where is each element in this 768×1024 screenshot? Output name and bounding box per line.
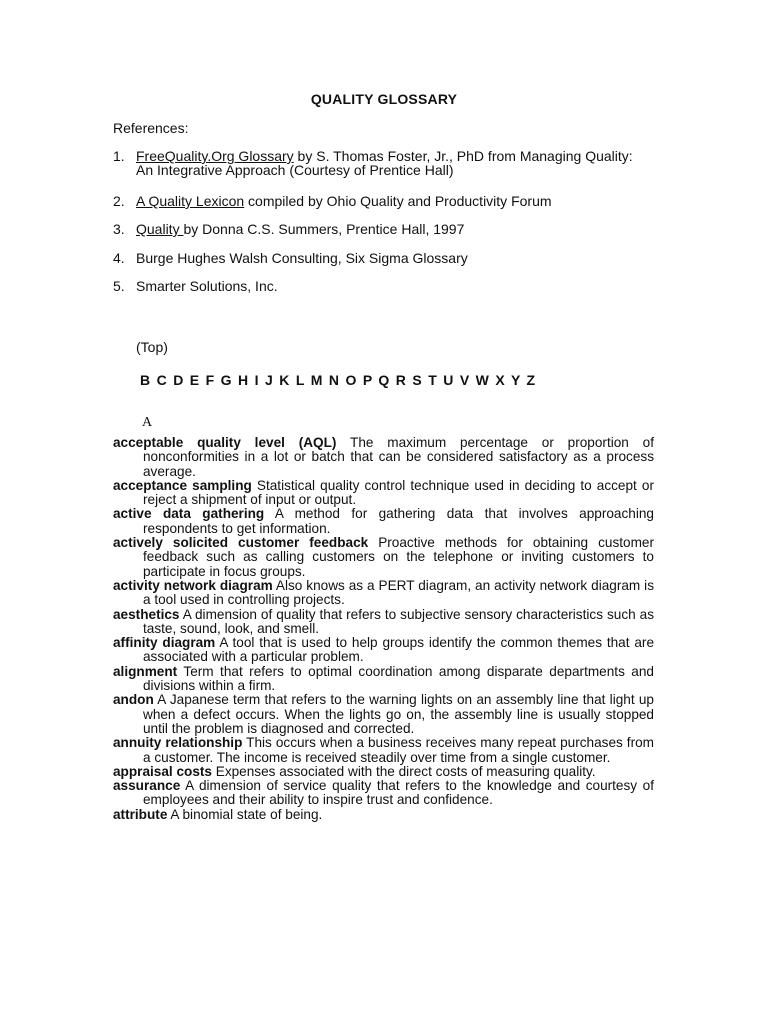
reference-text: Smarter Solutions, Inc.	[136, 278, 278, 294]
section-letter-heading: A	[142, 415, 153, 430]
glossary-entry	[113, 808, 654, 822]
glossary-definition: A dimension of quality that refers to subjective sensory characteristics such as taste, sound, look, and smell.	[143, 606, 654, 636]
glossary-term: acceptable quality level (AQL)	[113, 435, 337, 450]
glossary-list	[113, 436, 654, 822]
glossary-entry	[113, 779, 654, 808]
glossary-term: attribute	[113, 806, 168, 822]
glossary-entry	[113, 608, 654, 637]
glossary-term: acceptance sampling	[113, 477, 252, 493]
alphabet-navigation[interactable]: B C D E F G H I J K L M N O P Q R S T U V W X Y Z	[140, 372, 536, 388]
reference-number: 3.	[113, 221, 125, 237]
glossary-entry	[113, 479, 654, 508]
glossary-definition: Also knows as a PERT diagram, an activity network diagram is a tool used in controlling projects.	[143, 577, 654, 608]
reference-number: 2.	[113, 193, 125, 209]
glossary-definition: This occurs when a business receives many repeat purchases from a customer. The income is received steadily over time from a single customer.	[143, 735, 654, 765]
reference-number: 5.	[113, 278, 125, 294]
reference-link[interactable]: A Quality Lexicon	[136, 193, 245, 209]
glossary-term: aesthetics	[113, 606, 180, 622]
glossary-definition: A binomial state of being.	[167, 806, 323, 822]
reference-item-5	[113, 279, 633, 293]
reference-link[interactable]: FreeQuality.Org Glossary	[136, 148, 294, 164]
glossary-definition: A method for gathering data that involves approaching respondents to get information.	[143, 506, 654, 536]
glossary-entry	[113, 536, 654, 579]
glossary-term: andon	[113, 692, 154, 708]
reference-number: 1.	[113, 148, 125, 164]
glossary-entry	[113, 765, 654, 779]
references-label: References:	[113, 120, 189, 136]
glossary-entry	[113, 507, 654, 536]
reference-item-1	[113, 149, 633, 177]
glossary-term: affinity diagram	[113, 635, 216, 651]
glossary-term: annuity relationship	[113, 735, 243, 751]
glossary-term: alignment	[113, 663, 178, 679]
reference-item-2	[113, 194, 633, 208]
reference-link[interactable]: Quality	[136, 221, 184, 237]
glossary-entry	[113, 736, 654, 765]
glossary-term: appraisal costs	[113, 763, 212, 779]
glossary-definition: Expenses associated with the direct costs of measuring quality.	[211, 763, 596, 779]
glossary-entry	[113, 436, 654, 479]
reference-text: Burge Hughes Walsh Consulting, Six Sigma Glossary	[136, 250, 468, 266]
glossary-definition: Term that refers to optimal coordination among disparate departments and divisions within a firm.	[143, 663, 654, 694]
glossary-term: actively solicited customer feedback	[113, 535, 369, 551]
glossary-term: activity network diagram	[113, 577, 273, 593]
reference-item-4	[113, 251, 633, 265]
glossary-definition: Proactive methods for obtaining customer feedback such as calling customers on the telephone or inviting customers to participate in focus groups.	[143, 535, 654, 579]
glossary-entry	[113, 579, 654, 608]
reference-item-3	[113, 222, 633, 236]
glossary-entry	[113, 636, 654, 665]
page-title: QUALITY GLOSSARY	[310, 91, 458, 107]
reference-text: by S. Thomas Foster, Jr., PhD from Managing Quality: An Integrative Approach (Courtesy of Prentice Hall)	[136, 148, 633, 178]
glossary-definition: Statistical quality control technique used in deciding to accept or reject a shipment of input or output.	[143, 477, 654, 508]
glossary-definition: A tool that is used to help groups identify the common themes that are associated with a particular problem.	[143, 635, 655, 665]
glossary-definition: The maximum percentage or proportion of nonconformities in a lot or batch that can be considered satisfactory as a process average.	[143, 435, 654, 479]
glossary-term: assurance	[113, 778, 181, 794]
glossary-definition: A Japanese term that refers to the warning lights on an assembly line that light up when a defect occurs. When the lights go on, the assembly line is usually stopped until the problem is diagnosed and corrected.	[143, 692, 654, 736]
reference-number: 4.	[113, 250, 125, 266]
top-link[interactable]: (Top)	[136, 339, 168, 355]
glossary-entry	[113, 693, 654, 736]
reference-text: compiled by Ohio Quality and Productivity Forum	[244, 193, 552, 209]
glossary-definition: A dimension of service quality that refers to the knowledge and courtesy of employees and their ability to inspire trust and confidence.	[143, 778, 654, 808]
reference-text: by Donna C.S. Summers, Prentice Hall, 1997	[183, 221, 465, 237]
glossary-entry	[113, 665, 654, 694]
glossary-term: active data gathering	[113, 506, 265, 522]
